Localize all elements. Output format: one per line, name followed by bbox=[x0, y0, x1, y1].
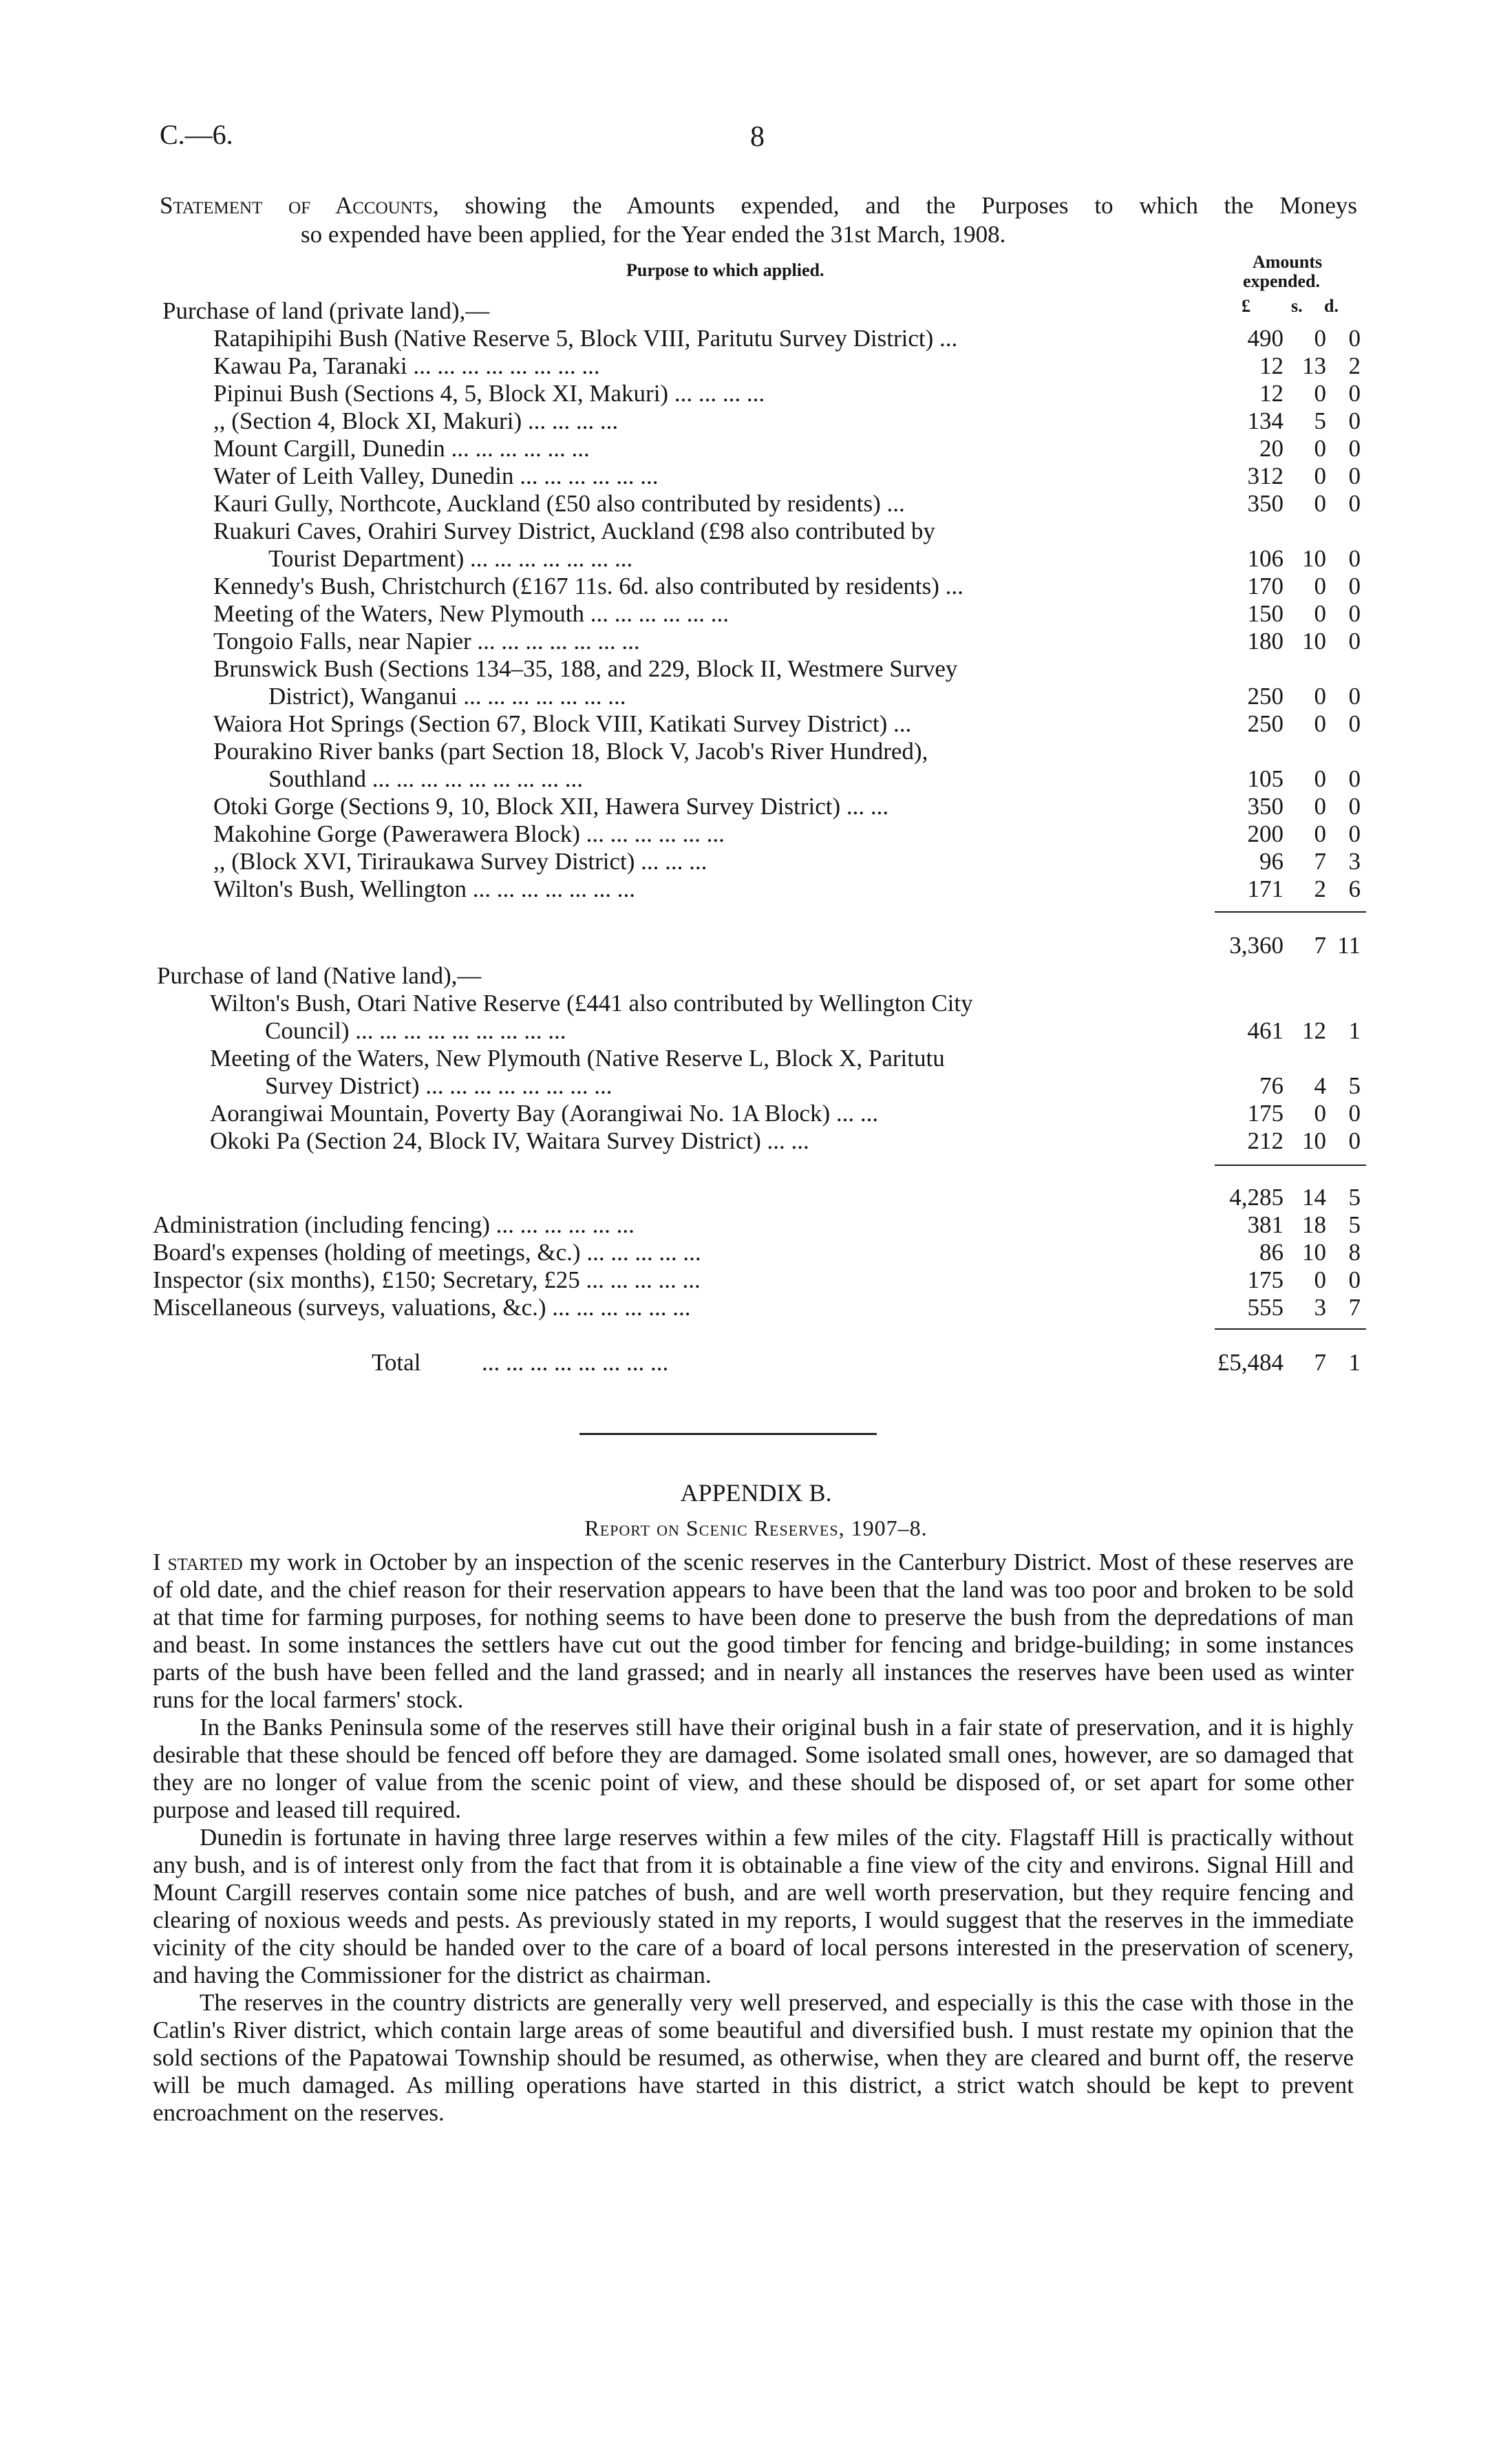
report-paragraph-1 bbox=[153, 1549, 1354, 1714]
amount-pence: 0 bbox=[1348, 1266, 1361, 1293]
ledger-item-continued: Tourist Department) ... ... ... ... ... ... ... bbox=[268, 545, 633, 572]
amount-shillings: 0 bbox=[1314, 490, 1326, 517]
amount-pounds: 105 bbox=[1247, 765, 1284, 792]
amount-pence: 3 bbox=[1348, 848, 1361, 875]
ledger-amount bbox=[1208, 1072, 1366, 1100]
amount-shillings: 14 bbox=[1302, 1184, 1326, 1211]
amount-pounds: 381 bbox=[1247, 1211, 1284, 1238]
amount-pounds: 312 bbox=[1247, 463, 1284, 489]
amount-shillings: 0 bbox=[1314, 820, 1326, 847]
ledger-item: Kauri Gully, Northcote, Auckland (£50 also contributed by residents) ... bbox=[213, 490, 905, 517]
appendix-subtitle: Report on Scenic Reserves, 1907–8. bbox=[584, 1516, 928, 1540]
expense-item: Inspector (six months), £150; Secretary, £25 ... ... ... ... ... bbox=[153, 1266, 701, 1293]
amount-shillings: 0 bbox=[1314, 793, 1326, 820]
ledger-amount bbox=[1208, 710, 1366, 738]
subtotal-rule bbox=[1215, 1165, 1366, 1166]
subtotal-rule bbox=[1215, 911, 1366, 913]
amount-shillings: 7 bbox=[1314, 848, 1326, 875]
amount-pence: 0 bbox=[1348, 463, 1361, 489]
expense-amount bbox=[1208, 1211, 1366, 1239]
amount-shillings: 0 bbox=[1314, 683, 1326, 710]
amount-pence: 5 bbox=[1348, 1211, 1361, 1238]
ledger-amount bbox=[1208, 1100, 1366, 1127]
currency-pence-heading: d. bbox=[1324, 296, 1339, 316]
amount-pence: 2 bbox=[1348, 352, 1361, 379]
amount-pounds: 96 bbox=[1259, 848, 1284, 875]
statement-heading-smallcaps: Statement of Accounts, bbox=[160, 192, 439, 219]
amount-pence: 0 bbox=[1348, 710, 1361, 737]
ledger-amount bbox=[1208, 1127, 1366, 1155]
amount-pence: 0 bbox=[1348, 765, 1361, 792]
amount-shillings: 0 bbox=[1314, 1266, 1326, 1293]
amount-shillings: 10 bbox=[1302, 628, 1326, 655]
amount-pence: 0 bbox=[1348, 573, 1361, 599]
ledger-item-continued: District), Wanganui ... ... ... ... ... ... ... bbox=[268, 683, 626, 710]
amount-pounds: 150 bbox=[1247, 600, 1284, 627]
amount-pounds: 86 bbox=[1259, 1239, 1284, 1266]
column-heading-amounts: Amounts bbox=[1253, 252, 1323, 272]
amount-shillings: 0 bbox=[1314, 710, 1326, 737]
ledger-item: ,, (Block XVI, Tiriraukawa Survey District) ... ... ... bbox=[213, 848, 707, 875]
amount-shillings: 10 bbox=[1302, 1239, 1326, 1266]
amount-shillings: 0 bbox=[1314, 1100, 1326, 1127]
amount-pounds: 20 bbox=[1259, 435, 1284, 462]
amount-shillings: 5 bbox=[1314, 407, 1326, 434]
ledger-item: Wilton's Bush, Otari Native Reserve (£441 also contributed by Wellington City bbox=[210, 990, 973, 1017]
amount-pounds: 76 bbox=[1259, 1072, 1284, 1099]
total-leader-dots: ... ... ... ... ... ... ... ... bbox=[482, 1349, 669, 1376]
ledger-amount bbox=[1208, 793, 1366, 820]
amount-pounds: 461 bbox=[1247, 1017, 1284, 1044]
amount-shillings: 0 bbox=[1314, 380, 1326, 407]
ledger-item-continued: Council) ... ... ... ... ... ... ... ... ... bbox=[265, 1017, 566, 1044]
ledger-item: Waiora Hot Springs (Section 67, Block VIII, Katikati Survey District) ... bbox=[213, 710, 912, 737]
amount-pence: 0 bbox=[1348, 820, 1361, 847]
amount-pence: 1 bbox=[1348, 1349, 1361, 1376]
amount-pounds: 350 bbox=[1247, 793, 1284, 820]
section-heading-native-land: Purchase of land (Native land),— bbox=[157, 962, 482, 989]
ledger-amount bbox=[1208, 463, 1366, 490]
ledger-amount bbox=[1208, 765, 1366, 793]
ledger-item: Meeting of the Waters, New Plymouth ... ... ... ... ... ... bbox=[213, 600, 729, 627]
grand-total bbox=[1208, 1349, 1366, 1377]
amount-shillings: 18 bbox=[1302, 1211, 1326, 1238]
amount-shillings: 10 bbox=[1302, 545, 1326, 572]
page-number: 8 bbox=[750, 121, 765, 153]
ledger-item: Aorangiwai Mountain, Poverty Bay (Aorangiwai No. 1A Block) ... ... bbox=[210, 1100, 879, 1127]
amount-pence: 0 bbox=[1348, 545, 1361, 572]
amount-pounds: 4,285 bbox=[1229, 1184, 1284, 1211]
ledger-amount bbox=[1208, 683, 1366, 710]
ledger-amount bbox=[1208, 1017, 1366, 1045]
amount-shillings: 0 bbox=[1314, 765, 1326, 792]
amount-pence: 11 bbox=[1337, 932, 1361, 959]
currency-pound-heading: £ bbox=[1242, 296, 1250, 316]
ledger-amount bbox=[1208, 325, 1366, 352]
amount-pence: 0 bbox=[1348, 380, 1361, 407]
amount-pence: 0 bbox=[1348, 407, 1361, 434]
amount-pence: 8 bbox=[1348, 1239, 1361, 1266]
amount-shillings: 10 bbox=[1302, 1127, 1326, 1154]
ledger-item-continued: Survey District) ... ... ... ... ... ... ... ... bbox=[265, 1072, 613, 1099]
amount-pence: 0 bbox=[1348, 600, 1361, 627]
amount-shillings: 0 bbox=[1314, 463, 1326, 489]
ledger-item: Okoki Pa (Section 24, Block IV, Waitara Survey District) ... ... bbox=[210, 1127, 809, 1154]
ledger-amount bbox=[1208, 407, 1366, 435]
ledger-item: Tongoio Falls, near Napier ... ... ... ... ... ... ... bbox=[213, 628, 640, 655]
ledger-amount bbox=[1208, 352, 1366, 380]
ledger-item: Pipinui Bush (Sections 4, 5, Block XI, Makuri) ... ... ... ... bbox=[213, 380, 765, 407]
expense-amount bbox=[1208, 1239, 1366, 1266]
subtotal-private-land bbox=[1208, 932, 1366, 959]
amount-shillings: 7 bbox=[1314, 932, 1326, 959]
total-rule bbox=[1215, 1328, 1366, 1330]
ledger-amount bbox=[1208, 820, 1366, 848]
statement-heading-line-2: so expended have been applied, for the Year ended the 31st March, 1908. bbox=[301, 221, 1006, 248]
ledger-amount bbox=[1208, 600, 1366, 628]
ledger-item: ,, (Section 4, Block XI, Makuri) ... ... ... ... bbox=[213, 407, 619, 434]
statement-heading bbox=[160, 191, 1357, 249]
total-label: Total bbox=[372, 1349, 421, 1376]
expense-amount bbox=[1208, 1266, 1366, 1294]
subtotal-native-land bbox=[1208, 1184, 1366, 1211]
section-heading-private-land: Purchase of land (private land),— bbox=[162, 297, 490, 324]
ledger-item: Brunswick Bush (Sections 134–35, 188, and 229, Block II, Westmere Survey bbox=[213, 655, 958, 682]
report-paragraph-2: In the Banks Peninsula some of the reserves still have their original bush in a fair state of preservation, and it is highly desirable that these should be fenced off before they are damaged. Some isolated small ones, however, are so damaged that they are no longer of value from the scenic point of view, and these should be disposed of, or set apart for some other purpose and leased till required. bbox=[153, 1714, 1354, 1823]
ledger-amount bbox=[1208, 573, 1366, 600]
report-paragraph-1-text: my work in October by an inspection of the scenic reserves in the Canterbury District. Most of these reserves are of old date, and the chief reason for their reservation appears to have been that the land was too poor and broken to be sold at that time for farming purposes, for nothing seems to have been done to preserve the bush from the depredations of man and beast. In some instances the settlers have cut out the good timber for fencing and bridge-building; in some instances parts of the bush have been felled and the land grassed; and in nearly all instances the reserves have been used as winter runs for the local farmers' stock. bbox=[153, 1549, 1354, 1713]
column-heading-purpose: Purpose to which applied. bbox=[626, 260, 824, 280]
amount-shillings: 13 bbox=[1302, 352, 1326, 379]
amount-shillings: 0 bbox=[1314, 573, 1326, 599]
ledger-item: Ratapihipihi Bush (Native Reserve 5, Block VIII, Paritutu Survey District) ... bbox=[213, 325, 958, 352]
ledger-item-continued: Southland ... ... ... ... ... ... ... ... ... bbox=[268, 765, 583, 792]
ledger-item: Makohine Gorge (Pawerawera Block) ... ... ... ... ... ... bbox=[213, 820, 725, 847]
amount-pence: 5 bbox=[1348, 1184, 1361, 1211]
amount-pounds: 134 bbox=[1247, 407, 1284, 434]
document-reference: C.—6. bbox=[160, 119, 233, 150]
amount-pence: 0 bbox=[1348, 793, 1361, 820]
section-divider bbox=[579, 1433, 877, 1435]
amount-shillings: 0 bbox=[1314, 325, 1326, 352]
ledger-item: Water of Leith Valley, Dunedin ... ... ... ... ... ... bbox=[213, 463, 659, 489]
ledger-item: Meeting of the Waters, New Plymouth (Native Reserve L, Block X, Paritutu bbox=[210, 1045, 945, 1072]
statement-heading-line-1 bbox=[160, 191, 1357, 220]
ledger-item: Kennedy's Bush, Christchurch (£167 11s. 6d. also contributed by residents) ... bbox=[213, 573, 963, 599]
amount-shillings: 4 bbox=[1314, 1072, 1326, 1099]
report-body bbox=[153, 1549, 1354, 2127]
report-opening-words: I started bbox=[153, 1549, 243, 1575]
amount-shillings: 3 bbox=[1314, 1294, 1326, 1321]
expense-item: Administration (including fencing) ... ... ... ... ... ... bbox=[153, 1211, 635, 1238]
ledger-item: Pourakino River banks (part Section 18, Block V, Jacob's River Hundred), bbox=[213, 738, 928, 765]
ledger-amount bbox=[1208, 628, 1366, 655]
amount-pounds: £5,484 bbox=[1217, 1349, 1284, 1376]
amount-shillings: 2 bbox=[1314, 875, 1326, 902]
ledger-amount bbox=[1208, 490, 1366, 518]
amount-shillings: 12 bbox=[1302, 1017, 1326, 1044]
amount-pounds: 250 bbox=[1247, 710, 1284, 737]
ledger-amount bbox=[1208, 545, 1366, 573]
expense-item: Board's expenses (holding of meetings, &c.) ... ... ... ... ... bbox=[153, 1239, 701, 1266]
amount-pounds: 555 bbox=[1247, 1294, 1284, 1321]
amount-pounds: 200 bbox=[1247, 820, 1284, 847]
ledger-item: Ruakuri Caves, Orahiri Survey District, Auckland (£98 also contributed by bbox=[213, 518, 935, 544]
expense-amount bbox=[1208, 1294, 1366, 1321]
amount-pence: 0 bbox=[1348, 325, 1361, 352]
amount-pounds: 490 bbox=[1247, 325, 1284, 352]
ledger-amount bbox=[1208, 435, 1366, 463]
amount-pence: 7 bbox=[1348, 1294, 1361, 1321]
amount-pounds: 12 bbox=[1259, 352, 1284, 379]
amount-pounds: 170 bbox=[1247, 573, 1284, 599]
amount-pounds: 175 bbox=[1247, 1100, 1284, 1127]
amount-pounds: 106 bbox=[1247, 545, 1284, 572]
amount-pence: 0 bbox=[1348, 435, 1361, 462]
amount-pence: 0 bbox=[1348, 1100, 1361, 1127]
appendix-title: APPENDIX B. bbox=[680, 1479, 832, 1507]
amount-pence: 0 bbox=[1348, 628, 1361, 655]
ledger-amount bbox=[1208, 380, 1366, 407]
ledger-amount bbox=[1208, 848, 1366, 875]
ledger-amount bbox=[1208, 875, 1366, 903]
amount-pounds: 12 bbox=[1259, 380, 1284, 407]
amount-pounds: 212 bbox=[1247, 1127, 1284, 1154]
ledger-item: Mount Cargill, Dunedin ... ... ... ... ... ... bbox=[213, 435, 590, 462]
amount-pence: 1 bbox=[1348, 1017, 1361, 1044]
statement-heading-rest: showing the Amounts expended, and the Purposes to which the Moneys bbox=[438, 192, 1357, 219]
amount-pence: 6 bbox=[1348, 875, 1361, 902]
amount-pounds: 171 bbox=[1247, 875, 1284, 902]
ledger-item: Otoki Gorge (Sections 9, 10, Block XII, Hawera Survey District) ... ... bbox=[213, 793, 889, 820]
amount-pounds: 250 bbox=[1247, 683, 1284, 710]
amount-pounds: 3,360 bbox=[1229, 932, 1284, 959]
amount-pounds: 180 bbox=[1247, 628, 1284, 655]
amount-shillings: 7 bbox=[1314, 1349, 1326, 1376]
ledger-item: Kawau Pa, Taranaki ... ... ... ... ... ... ... ... bbox=[213, 352, 600, 379]
amount-pence: 0 bbox=[1348, 683, 1361, 710]
report-paragraph-3: Dunedin is fortunate in having three large reserves within a few miles of the city. Flagstaff Hill is practically without any bush, and is of interest only from the fact that from it is obtainable a fine view of the city and environs. Signal Hill and Mount Cargill reserves contain some nice patches of bush, and are well worth preservation, but they require fencing and clearing of noxious weeds and pests. As previously stated in my reports, I would suggest that the reserves in the immediate vicinity of the city should be handed over to the care of a board of local persons interested in the preservation of scenery, and having the Commissioner for the district as chairman. bbox=[153, 1824, 1354, 1988]
amount-pence: 0 bbox=[1348, 490, 1361, 517]
amount-pence: 0 bbox=[1348, 1127, 1361, 1154]
amount-shillings: 0 bbox=[1314, 435, 1326, 462]
amount-pence: 5 bbox=[1348, 1072, 1361, 1099]
ledger-item: Wilton's Bush, Wellington ... ... ... ... ... ... ... bbox=[213, 875, 635, 902]
amount-pounds: 175 bbox=[1247, 1266, 1284, 1293]
expense-item: Miscellaneous (surveys, valuations, &c.) ... ... ... ... ... ... bbox=[153, 1294, 691, 1321]
amount-pounds: 350 bbox=[1247, 490, 1284, 517]
currency-shilling-heading: s. bbox=[1291, 296, 1303, 316]
amount-shillings: 0 bbox=[1314, 600, 1326, 627]
report-paragraph-4: The reserves in the country districts are generally very well preserved, and especially is this the case with those in the Catlin's River district, which contain large areas of some beautiful and diversified bush. I must restate my opinion that the sold sections of the Papatowai Township should be resumed, as otherwise, when they are cleared and burnt off, the reserve will be much damaged. As milling operations have started in this district, a strict watch should be kept to prevent encroachment on the reserves. bbox=[153, 1989, 1354, 2126]
column-heading-expended: expended. bbox=[1243, 271, 1320, 291]
